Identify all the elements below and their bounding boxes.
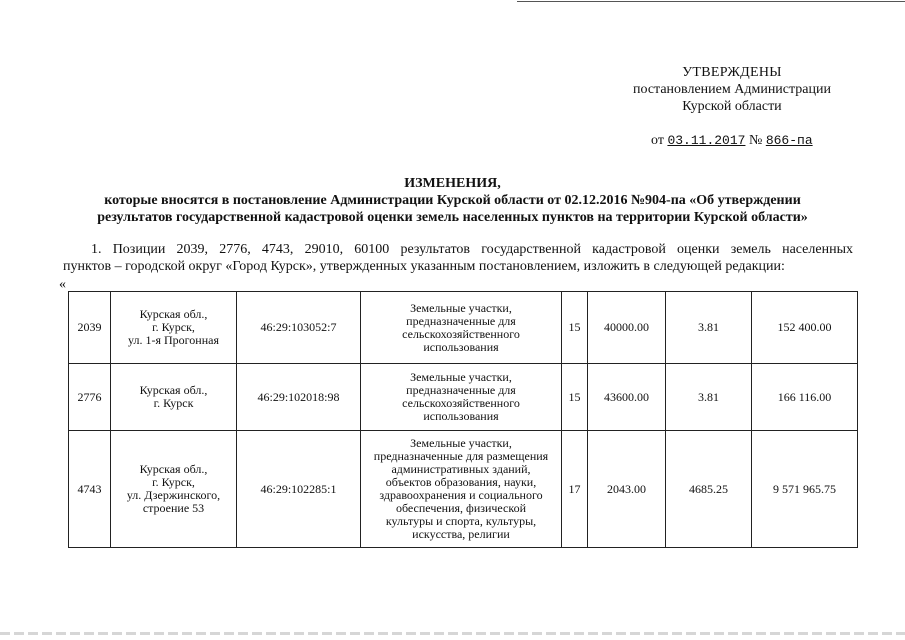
position-cell: 2776 [69,364,111,431]
land-purpose-cell-line: предназначенные для [406,313,516,328]
address-cell-line: г. Курск, [152,475,195,489]
top-rule [517,1,905,2]
land-purpose-cell [361,431,562,548]
address-cell-line: Курская обл., [139,307,208,321]
address-cell-line: Курская обл., [139,462,208,476]
land-purpose-cell-line: использования [423,339,499,354]
land-purpose-cell-line: использования [423,409,499,423]
land-purpose-cell-line: культуры и спорта, культуры, [385,514,537,528]
scan-edge-artifact [0,632,905,635]
land-purpose-cell-line: Земельные участки, [410,436,512,450]
area-cell: 43600.00 [588,364,666,431]
title-line-3: результатов государственной кадастровой оценки земель населенных пунктов на территории Курской области» [97,210,808,225]
table-row [69,431,858,548]
approval-number: 866-па [765,133,813,148]
cadastral-value-cell: 152 400.00 [752,292,858,364]
paragraph-line-1: 1. Позиции 2039, 2776, 4743, 29010, 60100 результатов государственной кадастровой оценки земель населенных [91,242,853,257]
land-purpose-cell-line: предназначенные для размещения [373,449,549,463]
number-sign: № [748,133,763,148]
address-cell-line: строение 53 [142,501,205,515]
area-cell: 2043.00 [588,431,666,548]
address-cell-line: Курская обл., [139,383,208,397]
land-purpose-cell-line: предназначенные для [406,383,516,397]
paragraph-line-2: пунктов – городской округ «Город Курск», утвержденных указанным постановлением, изложить в следующей редакции: [63,259,785,274]
address-cell-line: г. Курск, [152,320,195,334]
title-line-2: которые вносятся в постановление Администрации Курской области от 02.12.2016 №904-па «Об утверждении [104,193,801,208]
position-cell: 4743 [69,431,111,548]
valuation-table [68,291,858,548]
land-purpose-cell [361,364,562,431]
cadastral-number-cell: 46:29:102018:98 [237,364,361,431]
position-cell: 2039 [69,292,111,364]
area-cell: 40000.00 [588,292,666,364]
body-paragraph [63,241,853,275]
title-line-1: ИЗМЕНЕНИЯ, [404,176,501,191]
land-purpose-cell-line: сельскохозяйственного [402,326,520,341]
address-cell-line: г. Курск [153,396,194,410]
cadastral-number-cell: 46:29:102285:1 [237,431,361,548]
land-purpose-cell-line: Земельные участки, [410,370,512,384]
opening-quote: « [59,277,66,292]
group-cell: 15 [562,364,588,431]
land-purpose-cell-line: объектов образования, науки, [385,475,537,489]
land-purpose-cell-line: здравоохранения и социального [379,488,543,502]
approval-date: 03.11.2017 [667,133,746,148]
rate-cell: 4685.25 [666,431,752,548]
address-cell [111,431,237,548]
land-purpose-cell-line: административных зданий, [391,462,531,476]
table-row [69,364,858,431]
cadastral-number-cell: 46:29:103052:7 [237,292,361,364]
cadastral-value-cell: 166 116.00 [752,364,858,431]
address-cell-line: ул. 1-я Прогонная [128,333,219,347]
table-row [69,292,858,364]
address-cell [111,292,237,364]
approval-line-3: Курской области [682,99,782,114]
approval-line-2: постановлением Администрации [633,82,831,97]
land-purpose-cell-line: искусства, религии [412,527,510,541]
address-cell [111,364,237,431]
rate-cell: 3.81 [666,364,752,431]
group-cell: 17 [562,431,588,548]
document-title [40,175,865,226]
address-cell-line: ул. Дзержинского, [126,488,221,502]
land-purpose-cell [361,292,562,364]
land-purpose-cell-line: сельскохозяйственного [402,396,520,410]
cadastral-value-cell: 9 571 965.75 [752,431,858,548]
approval-heading: УТВЕРЖДЕНЫ [682,65,782,80]
rate-cell: 3.81 [666,292,752,364]
approval-date-line [651,133,813,149]
land-purpose-cell-line: обеспечения, физической [395,501,527,515]
date-prefix: от [651,133,664,148]
land-purpose-cell-line: Земельные участки, [410,300,512,315]
approval-block [612,64,852,115]
group-cell: 15 [562,292,588,364]
